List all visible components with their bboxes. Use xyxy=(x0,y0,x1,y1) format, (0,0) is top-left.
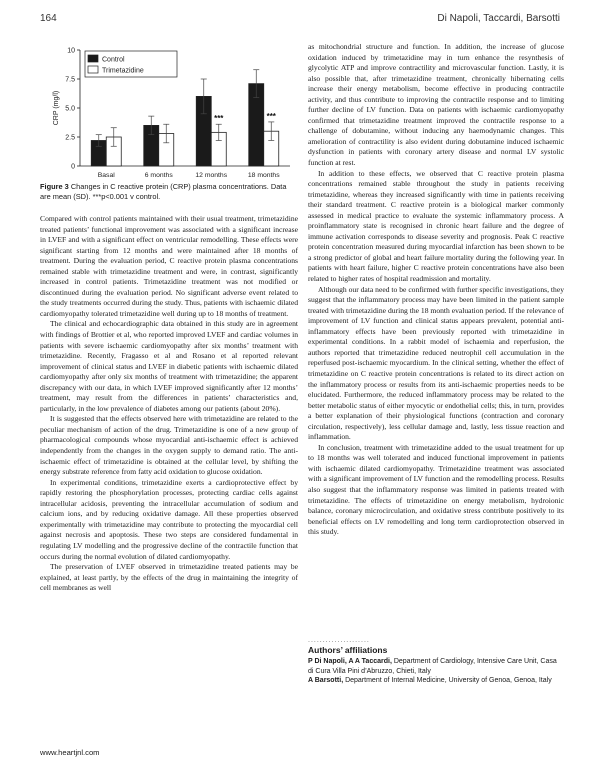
affiliation-text: Department of Internal Medicine, University of Genoa, Genoa, Italy xyxy=(345,677,552,685)
running-authors: Di Napoli, Taccardi, Barsotti xyxy=(437,13,560,24)
x-tick-label: 6 months xyxy=(144,172,173,179)
y-tick-label: 0 xyxy=(71,163,75,171)
paragraph: Compared with control patients maintained with their usual treatment, trimetazidine treated patients’ functional improvement was associated with a significant increase in LVEF and with a significant effect on ventricular remodelling. These effects were significant starting from 12 months and were maintained after 18 months of treatment. During the evaluation period, C reactive protein plasma concentrations remained stable with trimetazidine treatment and were, in contrast, significantly increased in control patients. Trimetazidine treatment was not modified or discontinued during the evaluation period. No significant adverse event related to the study treatments occurred during the study. Thus, patients with ischaemic dilated cardiomyopathy tolerated trimetazidine well during up to 18 months of treatment. xyxy=(40,214,298,318)
y-tick-label: 2.5 xyxy=(65,134,75,142)
significance-marker: *** xyxy=(266,111,276,121)
paragraph: In addition to these effects, we observed that C reactive protein plasma concentrations remained stable throughout the study in patients receiving trimetazidine, whereas they increased significantly with time in patients receiving their standard treatment. C reactive protein is a biological marker commonly assessed in medical practice to evaluate the systemic inflammatory process. A proinflammatory state is recognised in chronic heart failure and the degree of immune activation corresponds to disease severity and prognosis. Peak C reactive protein concentration measured during myocardial infarction has been shown to be a strong predictor of global and heart failure mortality during the following year. In patients with heart failure, higher C reactive protein concentrations have also been related to higher rates of hospital readmission and mortality. xyxy=(308,168,564,284)
paragraph: It is suggested that the effects observed here with trimetazidine are related to the peculiar mechanism of action of the drug. Trimetazidine is one of a new group of pharmacological compounds whose myocardial anti-ischaemic effect is achieved independently from the changes in the oxygen supply to demand ratio. The anti-ischaemic effect of trimetazidine is obtained at the cellular level, by shifting the energy substrate reference from fatty acid oxidation to glucose oxidation. xyxy=(40,414,298,477)
affiliation-names: P Di Napoli, A A Taccardi, xyxy=(308,658,392,666)
paragraph: as mitochondrial structure and function. In addition, the increase of glucose oxidation induced by trimetazidine may in turn enhance the resynthesis of glycolytic ATP and improve contractility and microvascular function. Lastly, it is also possible that, after trimetazidine treatment, chronically hibernating cells increase their energy metabolism, become effective in producing contractile activity, and thus contribute to improving the contractile response and to limiting further decline of LV function. Data on patients with ischaemic cardiomyopathy confirmed that trimetazidine treatment improved the contractile response to a challenge of dobutamine, without inducing any haemodynamic changes. This amelioration of contractility is also evident during dobutamine induced ischaemic dysfunction in patients with coronary artery disease and normal LV systolic function at rest. xyxy=(308,42,564,168)
footer-url[interactable]: www.heartjnl.com xyxy=(40,748,100,757)
body-column-left xyxy=(40,214,298,594)
body-column-right xyxy=(308,42,564,538)
x-tick-label: 18 months xyxy=(247,172,280,179)
y-tick-label: 7.5 xyxy=(65,76,75,84)
paragraph: The clinical and echocardiographic data obtained in this study are in agreement with findings of Brottier et al, who reported improved LVEF and cardiac volumes in patients with severe ischaemic cardiomyopathy after six months’ treatment with trimetazidine. Recently, Fragasso et al and Rosano et al reported relevant improvement of clinical status and LVEF in diabetic patients with ischaemic dilated cardiomyopathy after only six months of treatment with trimetazidine; the apparent discrepancy with our data, in which LVEF improved significantly after 12 months’ treatment, may result from the differences in patients’ characteristics and, particularly, in the low prevalence of diabetes among our patients (about 20%). xyxy=(40,319,298,413)
author-affiliations xyxy=(308,638,564,686)
page-number: 164 xyxy=(40,13,57,24)
paragraph: In experimental conditions, trimetazidine exerts a cardioprotective effect by rapidly restoring the phosphorylation processes, protecting cardiac cells against intracellular acidosis, preventing the intracellular accumulation of sodium and calcium ions, and by reducing oxidative damage. All these properties observed experimentally with trimetazidine may contribute to protecting the myocardial cell against necrosis and apoptosis. These two steps are considered fundamental in regulating LV modelling and the progressive decline of the contractile function that occurs during the normal evolution of dilated cardiomyopathy. xyxy=(40,477,298,561)
paragraph: Although our data need to be confirmed with further specific investigations, they suggest that the inflammatory process may have been limited in the patient sample treated with trimetazidine during the 18 month evaluation period. If the relevance of improvement of LV function and clinical status appears prevalent, potential anti-inflammatory effects have been previously reported with trimetazidine in experimental conditions. In a rabbit model of ischaemia and reperfusion, the authors reported that trimetazidine reduced neutrophil cell accumulation in the reperfused post-ischaemic myocardium. In the clinical setting, whether the effect of trimetazidine on C reactive protein concentrations is related to its direct action on the inflammatory process or results from its anti-ischaemic properties needs to be elucidated. Furthermore, the reduced inflammatory process may be related to the better metabolic status of either myocytic or endothelial cells; this, in turn, provides a better explanation of their physiological functions (contraction and coronary circulation, respectively), less cellular damage and, lastly, less tissue reaction and inflammation. xyxy=(308,284,564,442)
affiliation-entry xyxy=(308,676,564,685)
affiliation-entry xyxy=(308,657,564,676)
x-tick-label: Basal xyxy=(97,172,115,179)
y-axis-label: CRP (mg/l) xyxy=(53,90,60,126)
separator-dots: ..................... xyxy=(308,637,370,644)
figure-caption xyxy=(40,182,298,201)
figure-caption-text: Changes in C reactive protein (CRP) plasma concentrations. Data are mean (SD). ***p<0.001 v control. xyxy=(40,182,287,201)
figure-label: Figure 3 xyxy=(40,182,69,191)
y-tick-label: 5.0 xyxy=(65,105,75,113)
affiliation-text: Department of Cardiology, Intensive Care Unit, Casa di Cura Villa Pini d’Abruzzo, Chieti, Italy xyxy=(308,658,557,675)
affiliation-names: A Barsotti, xyxy=(308,677,344,685)
legend-swatch xyxy=(88,66,98,73)
paragraph: In conclusion, treatment with trimetazidine added to the usual treatment for up to 18 months was well tolerated and induced functional improvement in patients with ischaemic dilated cardiomyopathy. Trimetazidine treatment was associated with a significant improvement of LV function and the remodelling process. Results also suggest that the inflammatory response was limited in patients treated with trimetazidine. The effects of trimetazidine on energy metabolism, hydroionic balance, coronary microcirculation, and oxidative stress contribute positively to its beneficial effects on LV remodelling and long term cardioprotection observed in this study. xyxy=(308,442,564,537)
legend-label: Control xyxy=(102,56,125,64)
x-tick-label: 12 months xyxy=(195,172,228,179)
y-tick-label: 10 xyxy=(67,47,75,55)
crp-bar-chart xyxy=(40,42,298,182)
running-header xyxy=(0,10,600,28)
legend-label: Trimetazidine xyxy=(102,67,144,75)
legend-swatch xyxy=(88,55,98,62)
affiliations-heading: Authors’ affiliations xyxy=(308,645,388,655)
paragraph: The preservation of LVEF observed in trimetazidine treated patients may be explained, at least partly, by the effects of the drug in maintaining the integrity of cell membranes as well xyxy=(40,562,298,593)
significance-marker: *** xyxy=(214,114,224,124)
